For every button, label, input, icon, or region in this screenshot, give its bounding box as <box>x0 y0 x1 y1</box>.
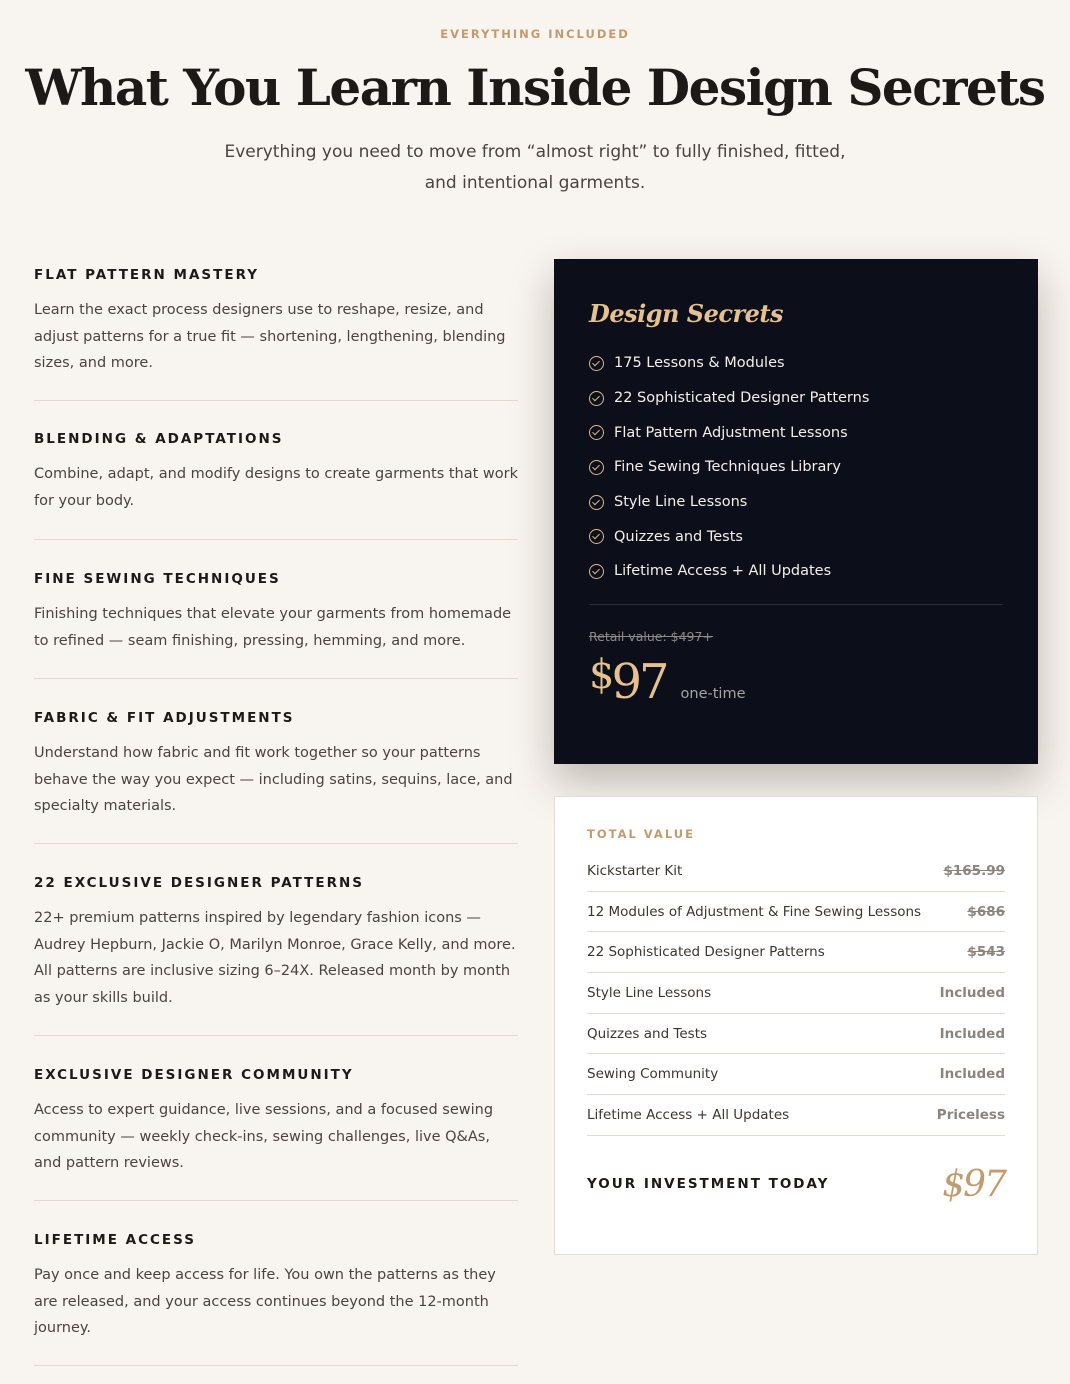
feature-title: 22 EXCLUSIVE DESIGNER PATTERNS <box>34 875 365 891</box>
feature-title: EXCLUSIVE DESIGNER COMMUNITY <box>34 1067 354 1083</box>
check-circle-icon <box>589 564 604 579</box>
value-item-name: Kickstarter Kit <box>587 862 683 879</box>
offer-item-label: Flat Pattern Adjustment Lessons <box>614 424 848 441</box>
investment-row <box>587 1164 1005 1205</box>
page-title: What You Learn Inside Design Secrets <box>25 58 1045 117</box>
feature-title: BLENDING & ADAPTATIONS <box>34 431 284 447</box>
offer-title: Design Secrets <box>589 299 784 328</box>
value-row <box>587 892 1005 933</box>
total-value-label: TOTAL VALUE <box>587 827 695 841</box>
feature-title: FLAT PATTERN MASTERY <box>34 267 259 283</box>
retail-value: Retail value: $497+ <box>589 628 713 644</box>
check-circle-icon <box>589 356 604 371</box>
offer-item <box>589 415 1003 450</box>
feature-title: LIFETIME ACCESS <box>34 1232 196 1248</box>
check-circle-icon <box>589 529 604 544</box>
feature-item <box>34 844 518 1036</box>
value-item-amount: $165.99 <box>943 862 1005 879</box>
value-item-name: Style Line Lessons <box>587 984 712 1001</box>
offer-item-label: Style Line Lessons <box>614 494 748 511</box>
feature-description: Combine, adapt, and modify designs to create garments that work for your body. <box>34 466 519 509</box>
feature-title: FABRIC & FIT ADJUSTMENTS <box>34 710 295 726</box>
value-item-name: 12 Modules of Adjustment & Fine Sewing Lessons <box>587 903 922 920</box>
offer-item <box>589 485 1003 520</box>
investment-price: $97 <box>942 1163 1005 1205</box>
feature-description: Understand how fabric and fit work together so your patterns behave the way you expect — including satins, sequins, lace, and specialty materials. <box>34 745 513 814</box>
value-row <box>587 1095 1005 1136</box>
feature-item <box>34 679 518 844</box>
price-note: one-time <box>680 685 746 702</box>
check-circle-icon <box>589 425 604 440</box>
divider <box>589 604 1003 605</box>
feature-item <box>34 401 518 540</box>
value-row <box>587 973 1005 1014</box>
check-circle-icon <box>589 460 604 475</box>
feature-description: Access to expert guidance, live sessions, and a focused sewing community — weekly check-ins, sewing challenges, live Q&As, and pattern reviews. <box>34 1102 494 1171</box>
value-item-amount: $543 <box>967 944 1005 961</box>
check-circle-icon <box>589 391 604 406</box>
value-row <box>587 1014 1005 1055</box>
value-item-amount: Included <box>939 984 1005 1001</box>
offer-item-label: 175 Lessons & Modules <box>614 355 785 372</box>
feature-item <box>34 1036 518 1201</box>
investment-label: YOUR INVESTMENT TODAY <box>587 1176 830 1193</box>
value-item-amount: $686 <box>967 903 1005 920</box>
value-item-name: Lifetime Access + All Updates <box>587 1106 790 1123</box>
value-item-name: Quizzes and Tests <box>587 1025 708 1042</box>
offer-item-label: Fine Sewing Techniques Library <box>614 459 841 476</box>
feature-item <box>34 540 518 679</box>
value-item-name: 22 Sophisticated Designer Patterns <box>587 944 825 961</box>
value-row <box>587 1054 1005 1095</box>
feature-item <box>34 1201 518 1366</box>
offer-item-label: Quizzes and Tests <box>614 528 743 545</box>
offer-item-label: 22 Sophisticated Designer Patterns <box>614 390 870 407</box>
offer-item <box>589 519 1003 554</box>
feature-description: 22+ premium patterns inspired by legendary fashion icons — Audrey Hepburn, Jackie O, Marilyn Monroe, Grace Kelly, and more. All patterns are inclusive sizing 6–24X. Released month by month as your skills build. <box>34 910 516 1006</box>
price-amount: 97 <box>611 653 667 710</box>
offer-item <box>589 554 1003 589</box>
price-symbol: $ <box>589 651 612 698</box>
total-value-box <box>554 796 1038 1255</box>
price-row <box>589 652 1003 710</box>
feature-description: Learn the exact process designers use to reshape, resize, and adjust patterns for a true fit — shortening, lengthening, blending sizes, and more. <box>34 302 506 371</box>
offer-includes-list <box>589 346 1003 589</box>
value-item-amount: Priceless <box>936 1106 1005 1123</box>
feature-item <box>34 250 518 401</box>
value-row <box>587 932 1005 973</box>
offer-price <box>589 652 667 710</box>
check-circle-icon <box>589 495 604 510</box>
feature-list <box>34 250 518 1366</box>
offer-item <box>589 381 1003 416</box>
offer-item-label: Lifetime Access + All Updates <box>614 563 832 580</box>
value-item-name: Sewing Community <box>587 1066 719 1083</box>
offer-card <box>554 259 1038 764</box>
value-item-amount: Included <box>939 1025 1005 1042</box>
feature-description: Pay once and keep access for life. You own the patterns as they are released, and your access continues beyond the 12-month journey. <box>34 1267 496 1336</box>
offer-item <box>589 346 1003 381</box>
page-subtitle: Everything you need to move from “almost right” to fully finished, fitted, and intentional garments. <box>224 142 846 193</box>
feature-description: Finishing techniques that elevate your garments from homemade to refined — seam finishing, pressing, hemming, and more. <box>34 606 512 649</box>
offer-item <box>589 450 1003 485</box>
value-row <box>587 851 1005 892</box>
feature-title: FINE SEWING TECHNIQUES <box>34 571 281 587</box>
section-eyebrow: EVERYTHING INCLUDED <box>440 27 630 41</box>
value-item-amount: Included <box>939 1066 1005 1083</box>
